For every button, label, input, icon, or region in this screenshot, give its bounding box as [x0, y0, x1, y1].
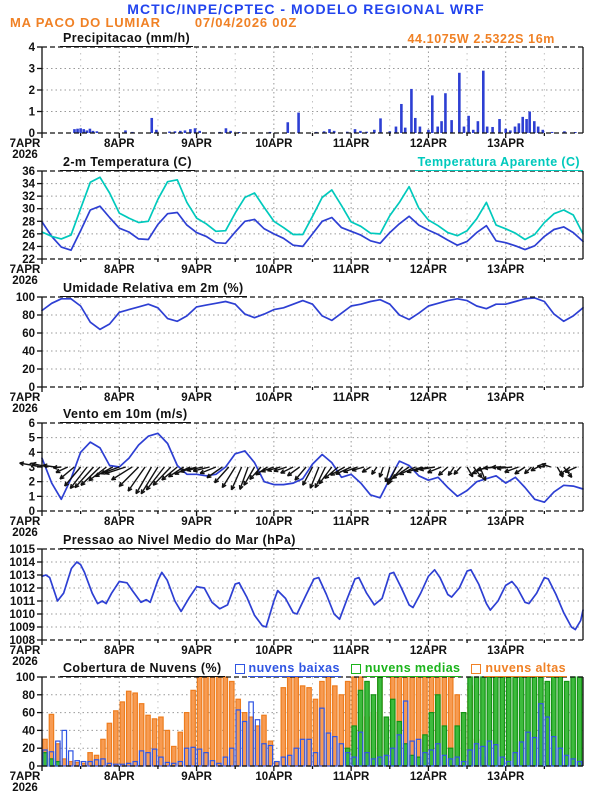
- svg-text:20: 20: [22, 743, 35, 756]
- nuvens-medias-swatch-icon: [351, 664, 361, 674]
- svg-text:80: 80: [22, 689, 35, 702]
- cloud-legend-row: [60, 661, 567, 677]
- svg-text:9APR: 9APR: [181, 264, 212, 276]
- svg-text:1012: 1012: [9, 583, 35, 595]
- svg-text:8APR: 8APR: [103, 264, 135, 276]
- svg-text:1011: 1011: [10, 596, 35, 608]
- svg-text:8APR: 8APR: [103, 645, 135, 657]
- station-label: MA PACO DO LUMIAR: [10, 15, 161, 30]
- svg-text:10APR: 10APR: [255, 645, 293, 657]
- panel-2: [10, 292, 583, 415]
- svg-text:1014: 1014: [9, 557, 35, 569]
- panel-title-pressure: Pressao ao Nivel Medio do Mar (hPa): [60, 533, 299, 549]
- panel-title-wind: Vento em 10m (m/s): [60, 407, 191, 423]
- svg-text:10APR: 10APR: [255, 138, 293, 150]
- page-title: MCTIC/INPE/CPTEC - MODELO REGIONAL WRF: [127, 1, 485, 17]
- svg-text:9APR: 9APR: [181, 392, 212, 404]
- svg-text:30: 30: [22, 203, 35, 216]
- svg-text:13APR: 13APR: [487, 516, 525, 528]
- panel-4-data: [42, 562, 583, 630]
- svg-text:0: 0: [28, 128, 35, 140]
- svg-text:11APR: 11APR: [332, 392, 370, 404]
- panel-5: [10, 672, 583, 792]
- svg-text:2: 2: [28, 476, 35, 489]
- panel-title-clouds: Cobertura de Nuvens (%): [60, 661, 225, 677]
- svg-text:40: 40: [22, 346, 35, 358]
- svg-text:1009: 1009: [9, 622, 35, 634]
- legend-label-nuvens-altas: nuvens altas: [485, 661, 566, 675]
- run-datetime: 07/04/2026 00Z: [194, 15, 298, 30]
- panel-0-grid: [42, 47, 583, 133]
- svg-text:10APR: 10APR: [255, 516, 293, 528]
- svg-text:13APR: 13APR: [487, 392, 525, 404]
- station-run-line: [10, 15, 297, 30]
- svg-text:2026: 2026: [12, 275, 38, 287]
- svg-text:7APR: 7APR: [9, 516, 41, 528]
- panel-1-frame: [10, 166, 583, 287]
- svg-text:12APR: 12APR: [409, 138, 447, 150]
- svg-text:0: 0: [28, 506, 35, 518]
- svg-text:8APR: 8APR: [103, 771, 135, 783]
- svg-text:7APR: 7APR: [9, 392, 41, 404]
- svg-text:1: 1: [28, 106, 35, 119]
- panel-1: [10, 166, 583, 287]
- svg-text:12APR: 12APR: [409, 264, 447, 276]
- svg-text:1013: 1013: [9, 570, 35, 582]
- svg-text:4: 4: [28, 447, 35, 460]
- svg-text:26: 26: [22, 228, 35, 241]
- svg-text:11APR: 11APR: [332, 138, 370, 150]
- svg-text:0: 0: [28, 761, 35, 773]
- panel-0-data: [73, 71, 576, 133]
- svg-text:24: 24: [22, 241, 35, 254]
- svg-text:8APR: 8APR: [103, 516, 135, 528]
- svg-text:2026: 2026: [12, 149, 38, 161]
- svg-text:1: 1: [28, 491, 35, 504]
- svg-text:0: 0: [28, 382, 35, 394]
- svg-text:13APR: 13APR: [487, 645, 525, 657]
- panel-0: [10, 42, 583, 161]
- legend-item-nuvens-altas: [471, 661, 567, 677]
- svg-text:20: 20: [22, 364, 35, 376]
- svg-text:36: 36: [22, 166, 35, 178]
- svg-text:13APR: 13APR: [487, 138, 525, 150]
- svg-text:100: 100: [15, 292, 35, 304]
- legend-temperatura-aparente: Temperatura Aparente (C): [415, 155, 583, 171]
- svg-text:28: 28: [22, 216, 35, 229]
- svg-text:60: 60: [22, 328, 35, 340]
- svg-text:3: 3: [28, 63, 35, 76]
- svg-text:11APR: 11APR: [332, 264, 370, 276]
- svg-text:80: 80: [22, 310, 35, 322]
- svg-text:12APR: 12APR: [409, 771, 447, 783]
- svg-text:3: 3: [28, 462, 35, 474]
- svg-text:2026: 2026: [12, 656, 38, 668]
- svg-text:40: 40: [22, 725, 35, 738]
- svg-text:2: 2: [28, 85, 35, 97]
- svg-text:100: 100: [15, 672, 35, 684]
- nuvens-baixas-swatch-icon: [235, 664, 245, 674]
- svg-text:1010: 1010: [9, 609, 35, 621]
- svg-text:2026: 2026: [12, 527, 38, 539]
- svg-text:5: 5: [28, 432, 35, 445]
- panel-4-frame: [9, 544, 583, 668]
- panel-title-precipitation: Precipitacao (mm/h): [60, 31, 193, 47]
- svg-text:13APR: 13APR: [487, 264, 525, 276]
- panel-3: [10, 418, 583, 539]
- svg-text:22: 22: [22, 254, 35, 266]
- nuvens-altas-swatch-icon: [471, 664, 481, 674]
- panel-2-data: [42, 298, 583, 330]
- svg-text:9APR: 9APR: [181, 645, 212, 657]
- legend-item-nuvens-baixas: [235, 661, 341, 677]
- svg-text:6: 6: [28, 418, 35, 430]
- svg-text:32: 32: [22, 191, 35, 204]
- panel-4: [9, 544, 583, 668]
- svg-text:11APR: 11APR: [332, 771, 370, 783]
- svg-text:8APR: 8APR: [103, 138, 135, 150]
- svg-text:12APR: 12APR: [409, 392, 447, 404]
- svg-text:12APR: 12APR: [409, 516, 447, 528]
- svg-text:12APR: 12APR: [409, 645, 447, 657]
- panel-0-frame: [10, 42, 583, 161]
- svg-text:2026: 2026: [12, 782, 38, 792]
- svg-text:9APR: 9APR: [181, 771, 212, 783]
- svg-text:10APR: 10APR: [255, 771, 293, 783]
- svg-text:9APR: 9APR: [181, 516, 212, 528]
- svg-text:7APR: 7APR: [9, 771, 41, 783]
- svg-text:13APR: 13APR: [487, 771, 525, 783]
- svg-text:7APR: 7APR: [9, 264, 41, 276]
- svg-text:10APR: 10APR: [255, 392, 293, 404]
- legend-label-nuvens-baixas: nuvens baixas: [248, 661, 340, 675]
- legend-item-nuvens-medias: [351, 661, 462, 677]
- svg-text:2026: 2026: [12, 403, 38, 415]
- svg-text:7APR: 7APR: [9, 138, 41, 150]
- svg-text:9APR: 9APR: [181, 138, 212, 150]
- svg-text:34: 34: [22, 178, 35, 191]
- legend-label-nuvens-medias: nuvens medias: [364, 661, 461, 675]
- svg-text:8APR: 8APR: [103, 392, 135, 404]
- svg-text:1008: 1008: [9, 635, 35, 647]
- svg-text:60: 60: [22, 707, 35, 720]
- panel-2-frame: [10, 292, 583, 415]
- panel-title-humidity: Umidade Relativa em 2m (%): [60, 281, 247, 297]
- svg-text:11APR: 11APR: [332, 645, 370, 657]
- svg-text:7APR: 7APR: [9, 645, 41, 657]
- svg-text:4: 4: [28, 42, 35, 54]
- wind-arrows: [20, 462, 577, 494]
- svg-text:11APR: 11APR: [332, 516, 370, 528]
- svg-text:10APR: 10APR: [255, 264, 293, 276]
- panel-title-temperature: 2-m Temperatura (C): [60, 155, 195, 171]
- svg-text:1015: 1015: [9, 544, 35, 556]
- coordinates-label: 44.1075W 2.5322S 16m: [407, 32, 555, 46]
- panel-3-data: [20, 433, 583, 502]
